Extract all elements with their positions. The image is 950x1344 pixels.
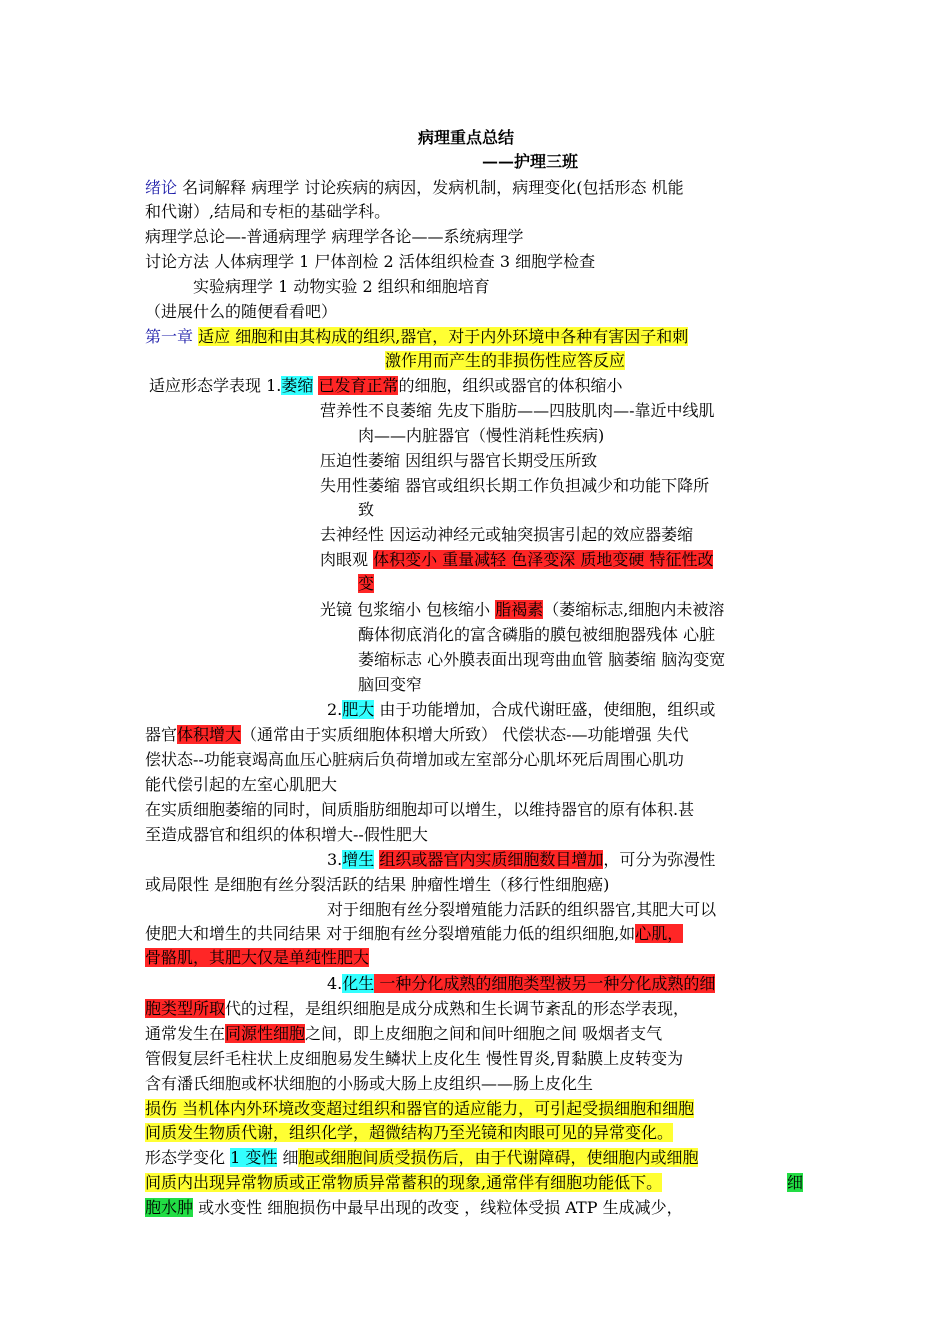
- line-injury-2: 间质发生物质代谢，组织化学，超微结构乃至光镜和肉眼可见的异常变化。: [145, 1123, 674, 1142]
- line-chapter1-cont: 激作用而产生的非损伤性应答反应: [385, 351, 626, 370]
- line-metaplasia: 4.化生 一种分化成熟的细胞类型被另一种分化成熟的细: [327, 974, 716, 993]
- line-metaplasia-5: 含有潘氏细胞或杯状细胞的小肠或大肠上皮组织——肠上皮化生: [145, 1074, 594, 1093]
- document-title: 病理重点总结: [418, 128, 515, 147]
- adaptation-definition: 适应 细胞和由其构成的组织,器官，对于内外环境中各种有害因子和刺: [198, 327, 689, 346]
- line-hyperplasia-2: 或局限性 是细胞有丝分裂活跃的结果 肿瘤性增生（移行性细胞癌): [145, 875, 610, 894]
- line-atrophy: 适应形态学表现 1.萎缩 已发育正常的细胞，组织或器官的体积缩小: [149, 376, 623, 395]
- line-hyperplasia: 3.增生 组织或器官内实质细胞数目增加，可分为弥漫性: [327, 850, 716, 869]
- term-hyperplasia: 增生: [342, 850, 375, 869]
- line-branches: 病理学总论—-普通病理学 病理学各论——系统病理学: [145, 227, 524, 246]
- line-methods: 讨论方法 人体病理学 1 尸体剖检 2 活体组织检查 3 细胞学检查: [145, 252, 596, 271]
- line-hypertrophy-4: 能代偿引起的左室心肌肥大: [145, 775, 338, 794]
- line-metaplasia-3: 通常发生在同源性细胞之间，即上皮细胞之间和间叶细胞之间 吸烟者支气: [145, 1024, 663, 1043]
- term-cell-swelling: 胞水肿: [145, 1198, 194, 1217]
- line-cell-swelling: 胞水肿 或水变性 细胞损伤中最早出现的改变 ，线粒体受损 ATP 生成减少，: [145, 1198, 683, 1217]
- term-atrophy: 萎缩: [281, 376, 314, 395]
- line-nutritional-atrophy: 营养性不良萎缩 先皮下脂肪——四肢肌肉—-靠近中线肌: [320, 401, 715, 420]
- document-subtitle: ——护理三班: [482, 152, 579, 171]
- line-light-microscope: 光镜 包浆缩小 包核缩小 脂褐素（萎缩标志,细胞内未被溶: [320, 600, 725, 619]
- line-hypertrophy-2: 器官体积增大（通常由于实质细胞体积增大所致） 代偿状态-—功能增强 失代: [145, 725, 689, 744]
- line-light-microscope-3: 萎缩标志 心外膜表面出现弯曲血管 脑萎缩 脑沟变宽: [358, 650, 726, 669]
- term-degeneration: 1 变性: [230, 1148, 278, 1167]
- term-hypertrophy: 肥大: [342, 700, 375, 719]
- line-progress-note: （进展什么的随便看看吧）: [145, 302, 338, 321]
- line-pseudo-2: 至造成器官和组织的体积增大--假性肥大: [145, 825, 428, 844]
- line-gross-view-cont: 变: [358, 574, 375, 593]
- line-light-microscope-2: 酶体彻底消化的富含磷脂的膜包被细胞器残体 心脏: [358, 625, 716, 644]
- line-disuse-atrophy-cont: 致: [358, 500, 375, 519]
- line-metaplasia-4: 管假复层纤毛柱状上皮细胞易发生鳞状上皮化生 慢性胃炎,胃黏膜上皮转变为: [145, 1049, 684, 1068]
- line-hyperplasia-5: 骨骼肌，其肥大仅是单纯性肥大: [145, 948, 370, 967]
- chapter-label: 第一章: [145, 327, 194, 346]
- line-morphology: 形态学变化 1 变性 细胞或细胞间质受损伤后，由于代谢障碍，使细胞内或细胞: [145, 1148, 699, 1167]
- line-morphology-2: 间质内出现异常物质或正常物质异常蓄积的现象,通常伴有细胞功能低下。: [145, 1173, 663, 1192]
- term-metaplasia: 化生: [342, 974, 375, 993]
- line-hypertrophy: 2.肥大 由于功能增加，合成代谢旺盛，使细胞，组织或: [327, 700, 716, 719]
- line-denervation: 去神经性 因运动神经元或轴突损害引起的效应器萎缩: [320, 525, 694, 544]
- line-intro-2: 和代谢）,结局和专柜的基础学科。: [145, 202, 391, 221]
- line-disuse-atrophy: 失用性萎缩 器官或组织长期工作负担减少和功能下降所: [320, 476, 710, 495]
- line-nutritional-atrophy-cont: 肉——内脏器官（慢性消耗性疾病): [358, 426, 605, 445]
- line-experimental: 实验病理学 1 动物实验 2 组织和细胞培育: [193, 277, 490, 296]
- line-morphology-2-tail: 细: [787, 1173, 804, 1192]
- line-gross-view: 肉眼观 体积变小 重量减轻 色泽变深 质地变硬 特征性改: [320, 550, 714, 569]
- line-pseudo-1: 在实质细胞萎缩的同时，间质脂肪细胞却可以增生，以维持器官的原有体积.甚: [145, 800, 695, 819]
- line-hyperplasia-4: 使肥大和增生的共同结果 对于细胞有丝分裂增殖能力低的组织细胞,如心肌，: [145, 924, 684, 943]
- line-chapter1: [145, 325, 688, 349]
- line-injury-1: 损伤 当机体内外环境改变超过组织和器官的适应能力，可引起受损细胞和细胞: [145, 1099, 695, 1118]
- section-label-intro: 绪论: [145, 178, 178, 197]
- line-intro-1: 绪论 名词解释 病理学 讨论疾病的病因，发病机制，病理变化(包括形态 机能: [145, 178, 684, 197]
- line-light-microscope-4: 脑回变窄: [358, 675, 423, 694]
- line-hyperplasia-3: 对于细胞有丝分裂增殖能力活跃的组织器官,其肥大可以: [327, 900, 717, 919]
- line-pressure-atrophy: 压迫性萎缩 因组织与器官长期受压所致: [320, 451, 598, 470]
- line-hypertrophy-3: 偿状态--功能衰竭高血压心脏病后负荷增加或左室部分心肌坏死后周围心肌功: [145, 750, 684, 769]
- line-metaplasia-2: 胞类型所取代的过程，是组织细胞是成分成熟和生长调节紊乱的形态学表现，: [145, 999, 690, 1018]
